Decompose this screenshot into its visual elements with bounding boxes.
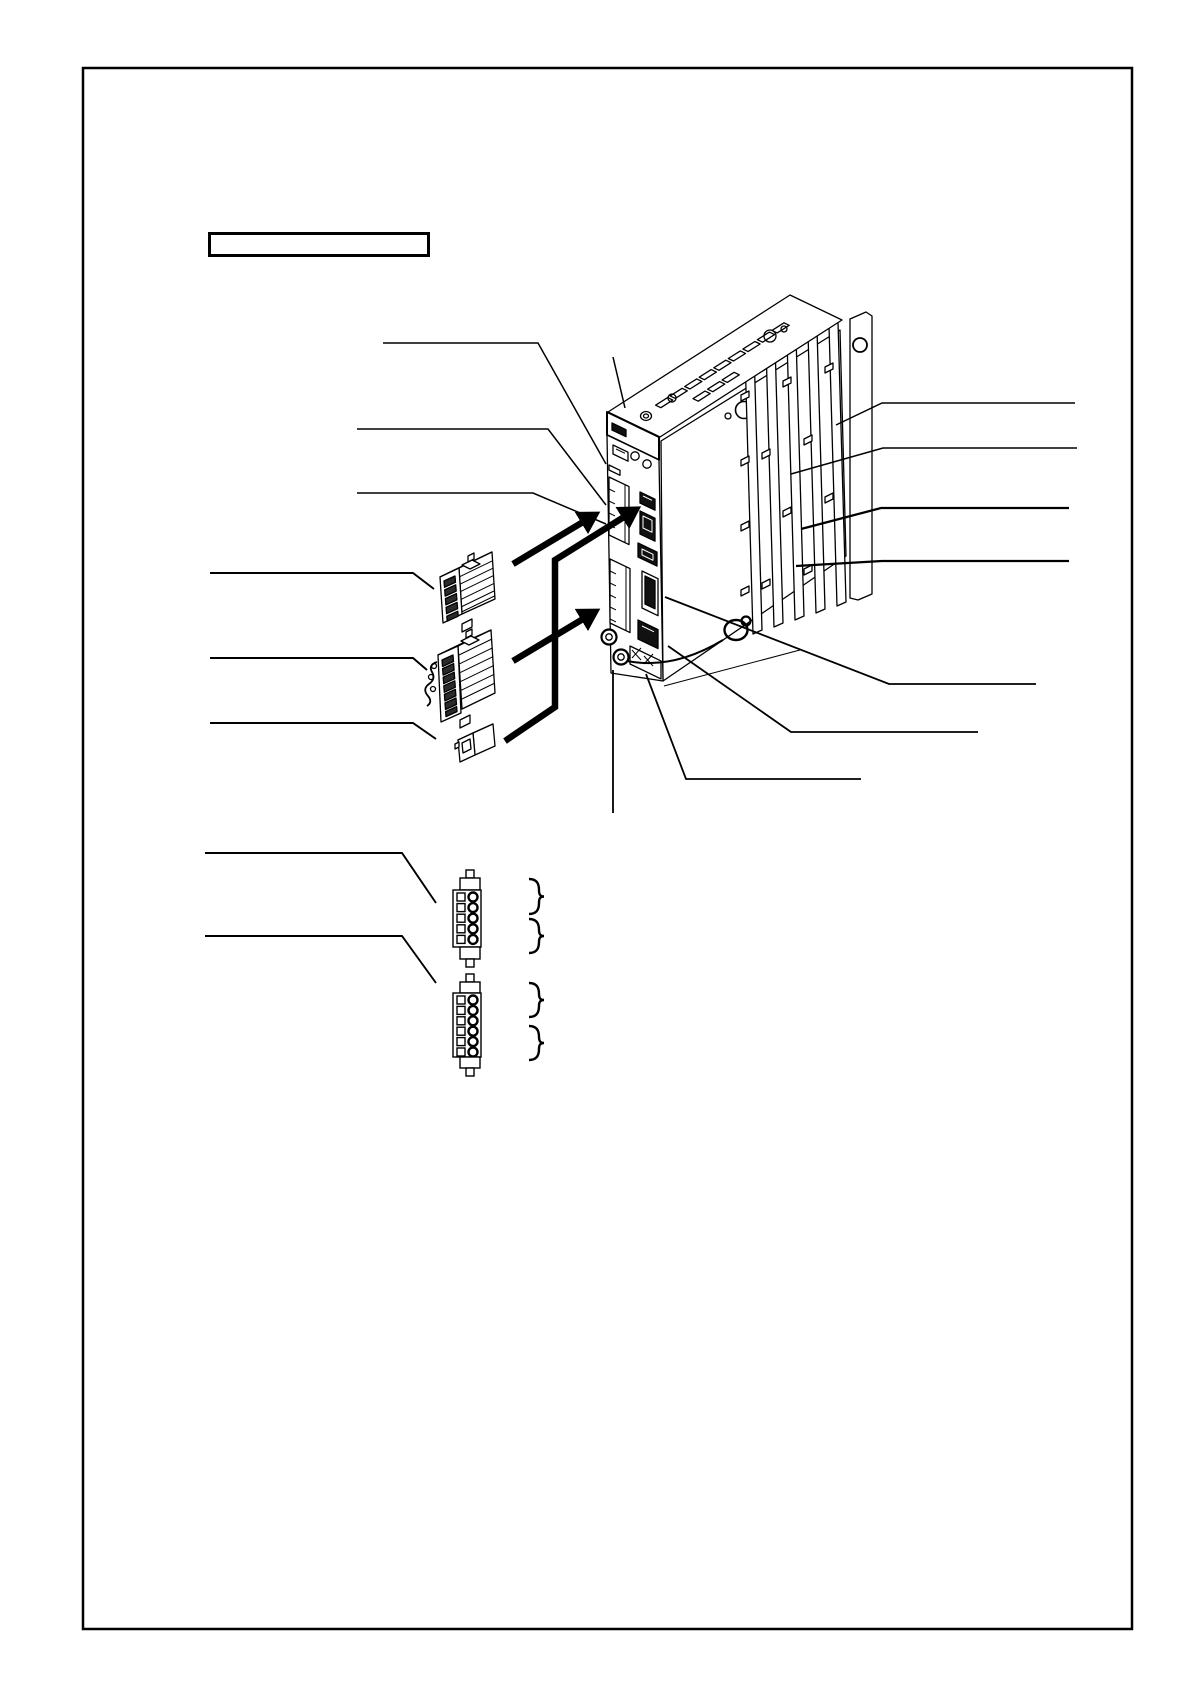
connector-plug-small xyxy=(455,724,495,762)
brace-4 xyxy=(529,1026,544,1060)
brace-3 xyxy=(529,983,544,1017)
servo-drive-illustration xyxy=(602,295,873,686)
callout-line-strip-1 xyxy=(205,853,436,903)
connector-plug-large-1 xyxy=(440,552,495,632)
knob xyxy=(602,630,617,645)
receptacle-upper xyxy=(609,477,629,545)
brace-1 xyxy=(529,879,544,914)
callout-line-plug-2 xyxy=(210,658,427,670)
callout-line-right-7 xyxy=(646,674,861,779)
callout-line-left-3 xyxy=(357,493,606,524)
terminal-strip-2 xyxy=(453,974,481,1076)
insertion-arrow-upper xyxy=(513,522,583,564)
callout-line-left-1 xyxy=(383,343,606,464)
callout-line-plug-3 xyxy=(210,723,436,739)
callout-line-top xyxy=(613,357,625,408)
callout-line-strip-2 xyxy=(205,936,436,983)
grouping-braces xyxy=(529,879,544,1060)
receptacle-lower xyxy=(610,559,630,633)
connector-plug-large-2 xyxy=(425,629,495,728)
brace-2 xyxy=(529,919,544,953)
front-panel xyxy=(602,435,664,681)
terminal-strip-1 xyxy=(453,870,481,967)
page-border xyxy=(83,68,1132,1629)
callout-line-plug-1 xyxy=(210,573,434,589)
insertion-arrow-lower xyxy=(513,619,583,661)
knob xyxy=(614,650,629,665)
